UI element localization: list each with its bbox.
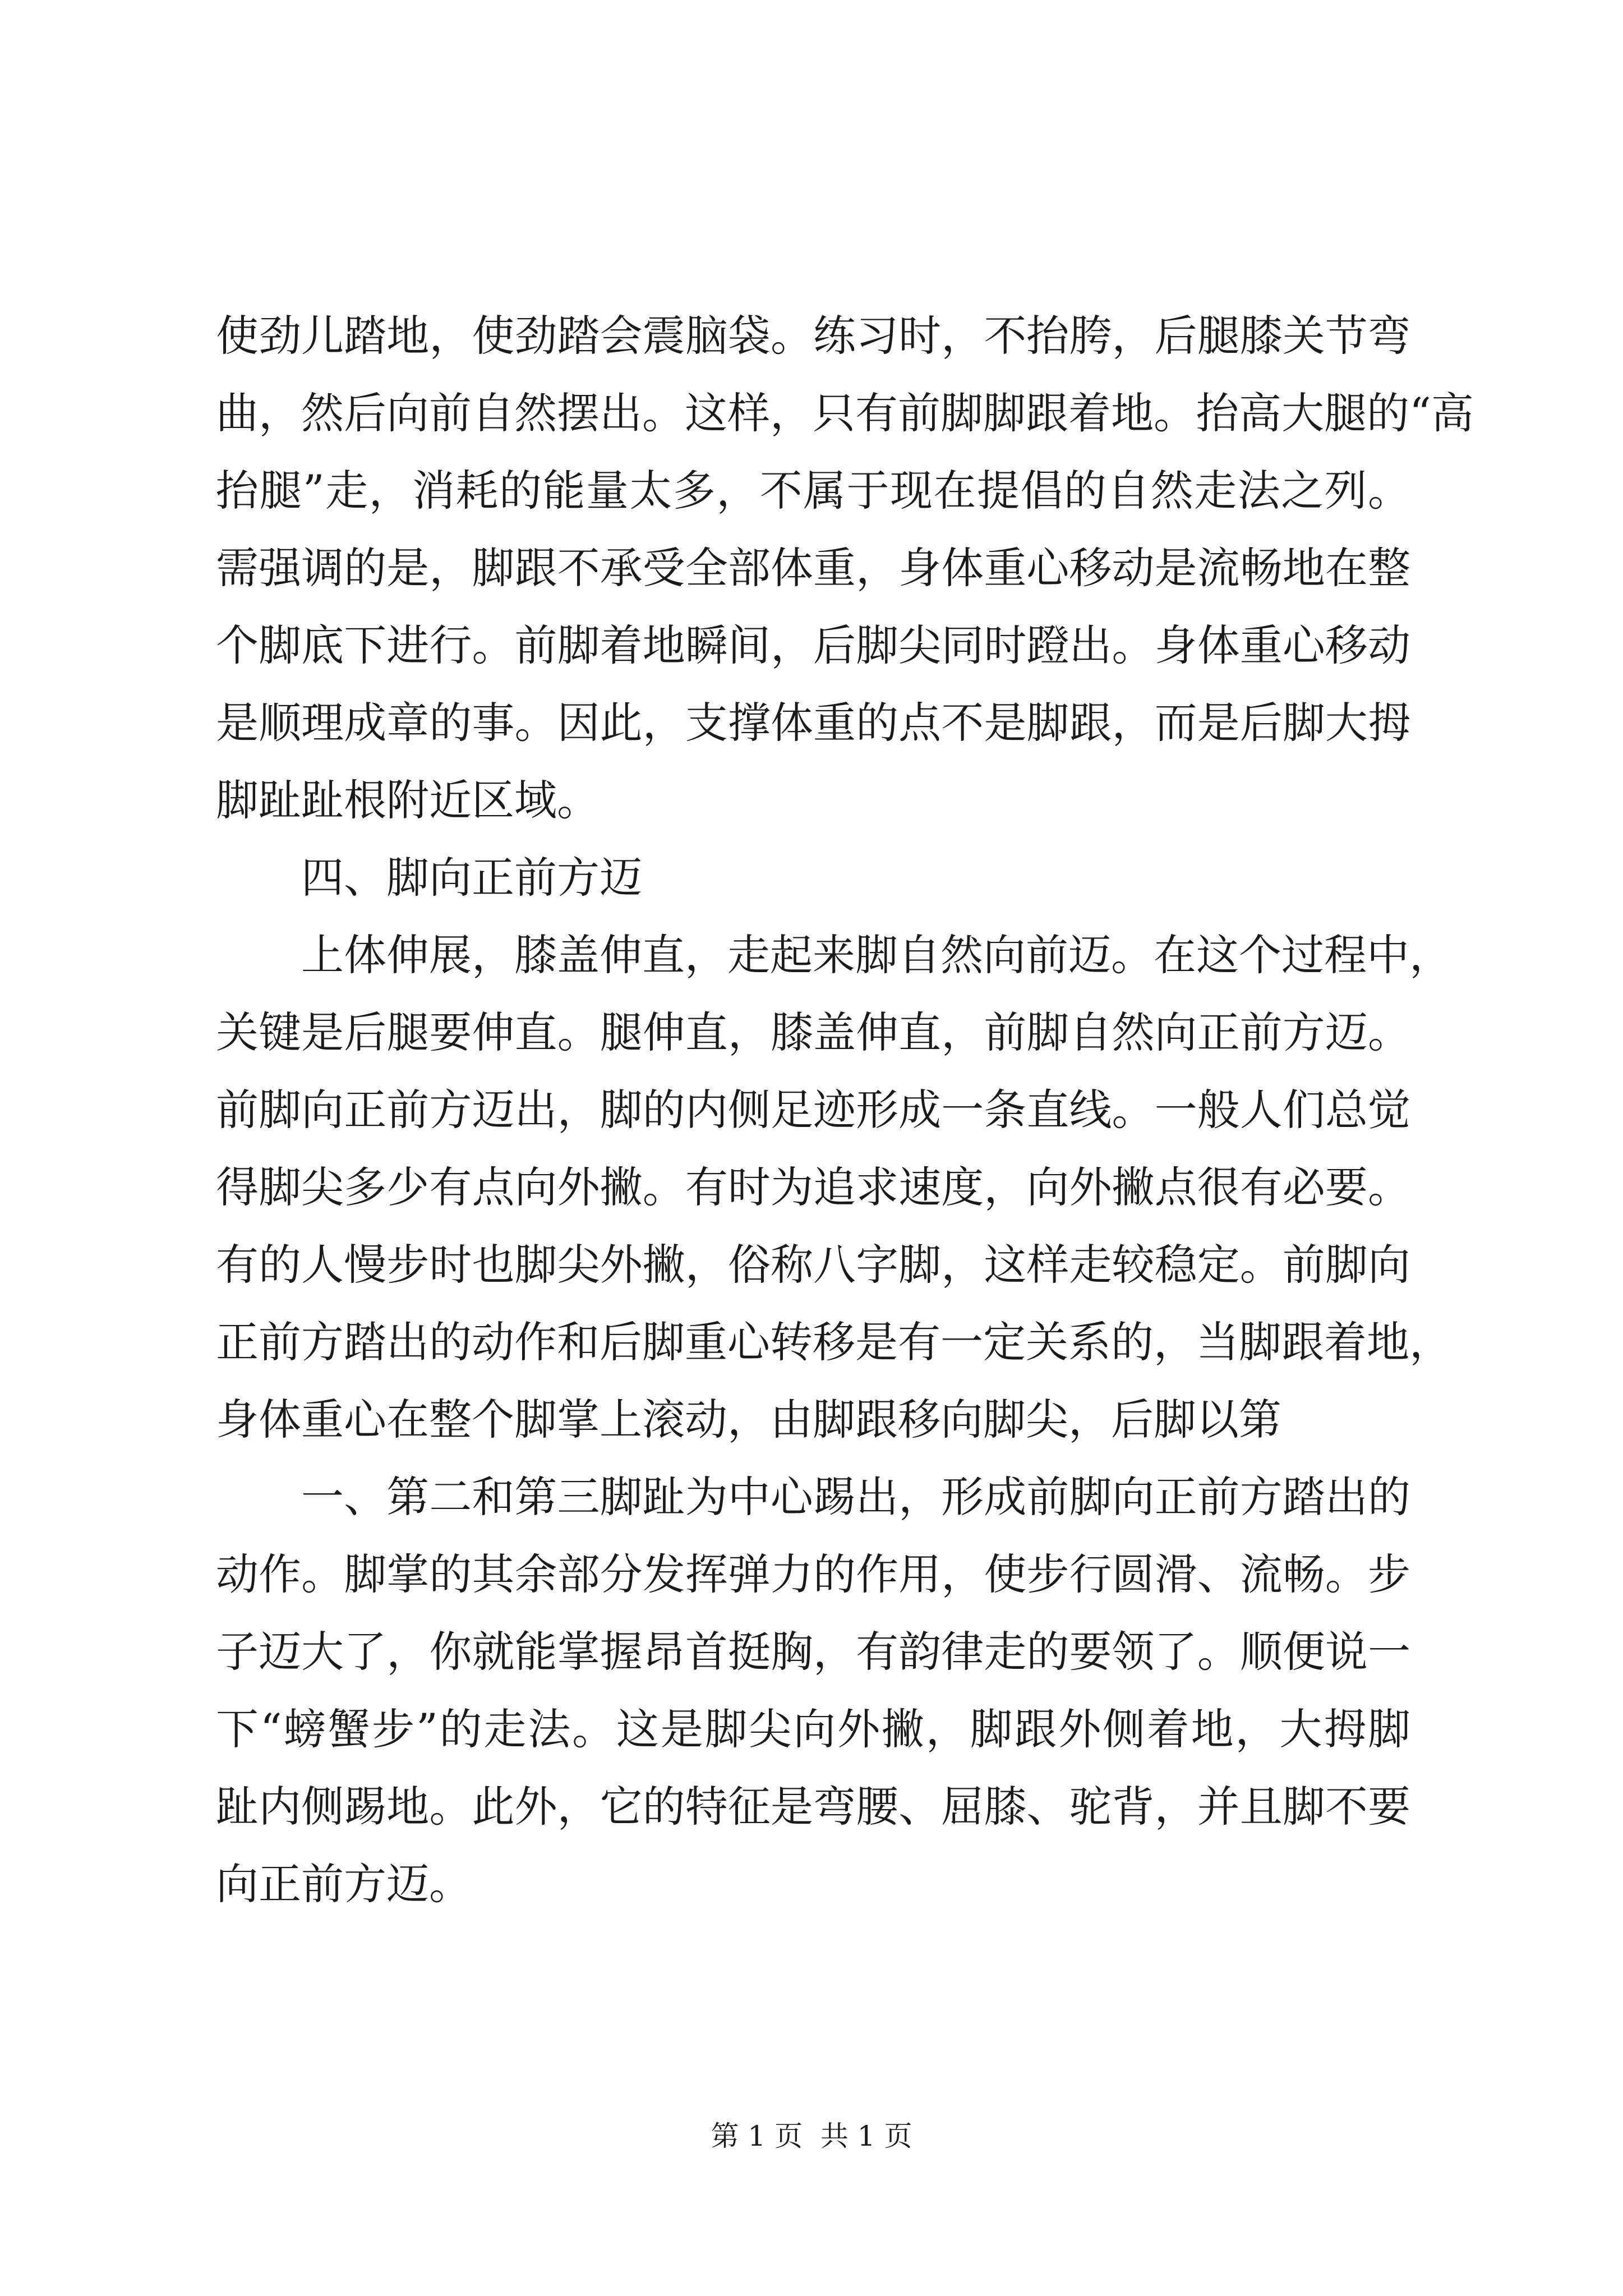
text-line: 前脚向正前方迈出，脚的内侧足迹形成一条直线。一般人们总觉 — [216, 1085, 1410, 1135]
text-line: 身体重心在整个脚掌上滚动，由脚跟移向脚尖，后脚以第 — [216, 1395, 1281, 1444]
text-line: 向正前方迈。 — [216, 1859, 472, 1909]
text-line: 使劲儿踏地，使劲踏会震脑袋。练习时，不抬胯，后腿膝关节弯 — [216, 311, 1410, 361]
text-line: 得脚尖多少有点向外撇。有时为追求速度，向外撇点很有必要。 — [216, 1162, 1410, 1212]
text-line: 脚趾趾根附近区域。 — [216, 775, 600, 825]
section-heading: 四、脚向正前方迈 — [301, 853, 642, 903]
document-body — [216, 297, 1474, 1923]
text-line: 一、第二和第三脚趾为中心踢出，形成前脚向正前方踏出的 — [301, 1472, 1410, 1522]
page-number-footer: 第 1 页 共 1 页 — [711, 2120, 912, 2152]
text-line: 抬腿”走，消耗的能量太多，不属于现在提倡的自然走法之列。 — [216, 466, 1410, 516]
text-line: 上体伸展，膝盖伸直，走起来脚自然向前迈。在这个过程中， — [301, 930, 1452, 980]
text-line: 有的人慢步时也脚尖外撇，俗称八字脚，这样走较稳定。前脚向 — [216, 1240, 1410, 1290]
text-line: 动作。脚掌的其余部分发挥弹力的作用，使步行圆滑、流畅。步 — [216, 1549, 1410, 1599]
text-line: 子迈大了，你就能掌握昂首挺胸，有韵律走的要领了。顺便说一 — [216, 1627, 1410, 1677]
text-line: 下“螃蟹步”的走法。这是脚尖向外撇，脚跟外侧着地，大拇脚 — [216, 1704, 1410, 1754]
text-line: 趾内侧踢地。此外，它的特征是弯腰、屈膝、驼背，并且脚不要 — [216, 1782, 1410, 1832]
text-line: 关键是后腿要伸直。腿伸直，膝盖伸直，前脚自然向正前方迈。 — [216, 1007, 1410, 1057]
text-line: 是顺理成章的事。因此，支撑体重的点不是脚跟，而是后脚大拇 — [216, 698, 1410, 748]
text-line: 个脚底下进行。前脚着地瞬间，后脚尖同时蹬出。身体重心移动 — [216, 620, 1410, 670]
text-line: 曲，然后向前自然摆出。这样，只有前脚脚跟着地。抬高大腿的“高 — [216, 388, 1474, 438]
text-line: 需强调的是，脚跟不承受全部体重，身体重心移动是流畅地在整 — [216, 543, 1410, 593]
text-line: 正前方踏出的动作和后脚重心转移是有一定关系的，当脚跟着地， — [216, 1317, 1452, 1367]
